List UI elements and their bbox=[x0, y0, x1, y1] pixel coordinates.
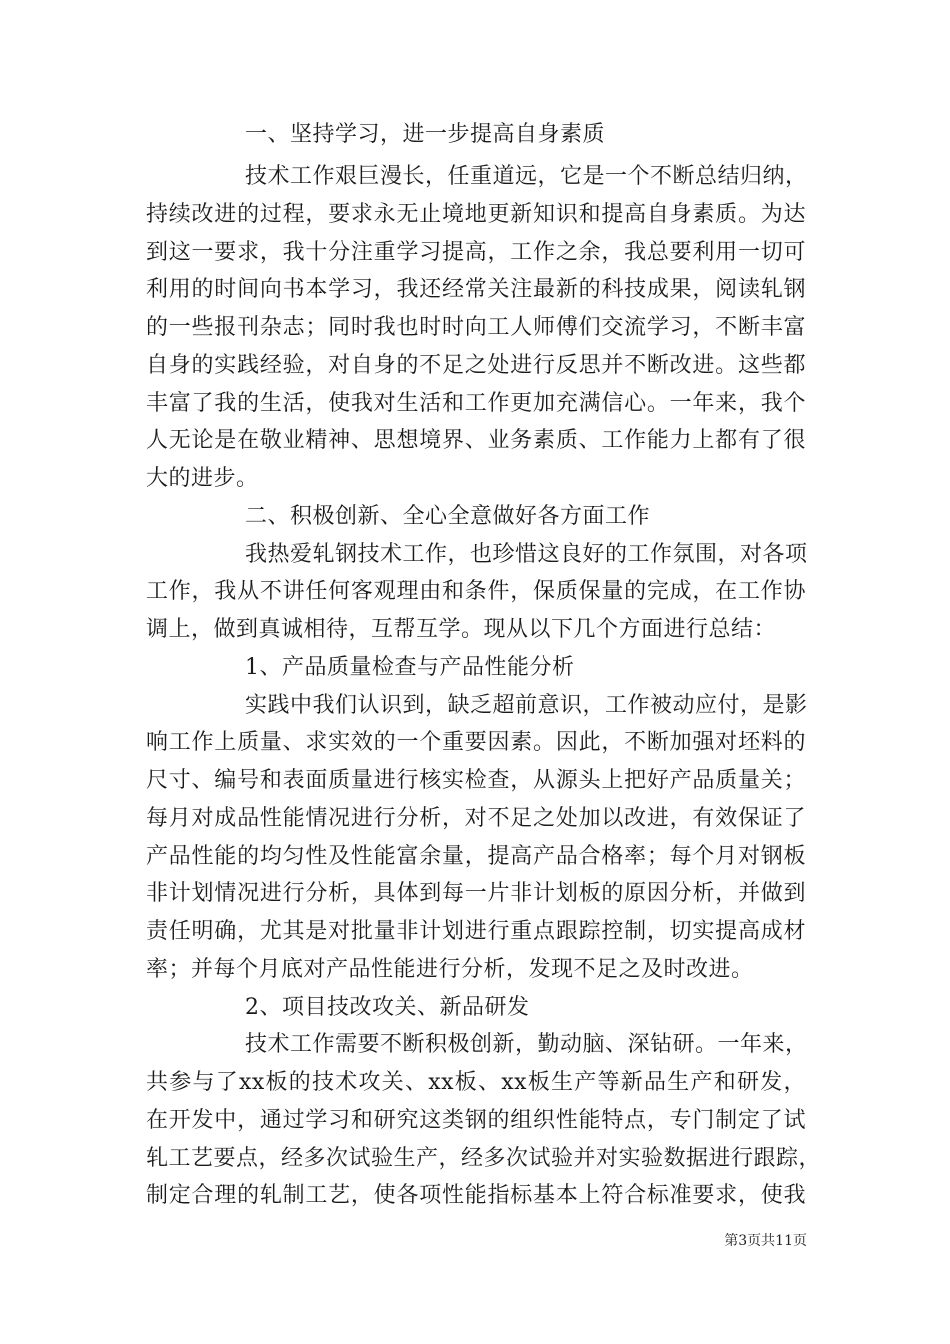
paragraph-line: 责任明确，尤其是对批量非计划进行重点跟踪控制，切实提高成材 bbox=[146, 919, 806, 944]
subsection-heading-2: 2、项目技改攻关、新品研发 bbox=[245, 995, 530, 1020]
paragraph-line: 每月对成品性能情况进行分析，对不足之处加以改进，有效保证了 bbox=[146, 806, 806, 831]
paragraph-line: 非计划情况进行分析，具体到每一片非计划板的原因分析，并做到 bbox=[146, 881, 806, 906]
paragraph-line: 我热爱轧钢技术工作，也珍惜这良好的工作氛围，对各项 bbox=[245, 542, 808, 567]
paragraph-line: 自身的实践经验，对自身的不足之处进行反思并不断改进。这些都 bbox=[146, 353, 806, 378]
paragraph-line: 响工作上质量、求实效的一个重要因素。因此，不断加强对坯料的 bbox=[146, 730, 806, 755]
paragraph-line: 实践中我们认识到，缺乏超前意识，工作被动应付，是影 bbox=[245, 693, 808, 718]
paragraph-line: 大的进步。 bbox=[146, 466, 259, 491]
paragraph-line: 轧工艺要点，经多次试验生产，经多次试验并对实验数据进行跟踪， bbox=[146, 1146, 822, 1171]
paragraph-line: 利用的时间向书本学习，我还经常关注最新的科技成果，阅读轧钢 bbox=[146, 277, 806, 302]
paragraph-line: 丰富了我的生活，使我对生活和工作更加充满信心。一年来，我个 bbox=[146, 391, 806, 416]
paragraph-line: 技术工作需要不断积极创新，勤动脑、深钻研。一年来， bbox=[245, 1032, 808, 1057]
paragraph-line: 的一些报刊杂志；同时我也时时向工人师傅们交流学习，不断丰富 bbox=[146, 315, 806, 340]
paragraph-line: 工作，我从不讲任何客观理由和条件，保质保量的完成，在工作协 bbox=[146, 579, 806, 604]
paragraph-line: 在开发中，通过学习和研究这类钢的组织性能特点，专门制定了试 bbox=[146, 1108, 806, 1133]
subsection-heading-1: 1、产品质量检查与产品性能分析 bbox=[245, 655, 575, 680]
section-heading-1: 一、坚持学习，进一步提高自身素质 bbox=[245, 122, 606, 147]
paragraph-line: 技术工作艰巨漫长，任重道远，它是一个不断总结归纳， bbox=[245, 164, 808, 189]
paragraph-line: 产品性能的均匀性及性能富余量，提高产品合格率；每个月对钢板 bbox=[146, 844, 806, 869]
paragraph-line: 人无论是在敬业精神、思想境界、业务素质、工作能力上都有了很 bbox=[146, 428, 806, 453]
paragraph-line: 调上，做到真诚相待，互帮互学。现从以下几个方面进行总结： bbox=[146, 617, 777, 642]
paragraph-line: 制定合理的轧制工艺，使各项性能指标基本上符合标准要求，使我 bbox=[146, 1183, 806, 1208]
paragraph-line: 尺寸、编号和表面质量进行核实检查，从源头上把好产品质量关； bbox=[146, 768, 806, 793]
paragraph-line: 到这一要求，我十分注重学习提高，工作之余，我总要利用一切可 bbox=[146, 240, 806, 265]
paragraph-line: 持续改进的过程，要求永无止境地更新知识和提高自身素质。为达 bbox=[146, 202, 806, 227]
paragraph-line: 率；并每个月底对产品性能进行分析，发现不足之及时改进。 bbox=[146, 957, 754, 982]
paragraph-line: 共参与了xx板的技术攻关、xx板、xx板生产等新品生产和研发， bbox=[146, 1070, 806, 1095]
section-heading-2: 二、积极创新、全心全意做好各方面工作 bbox=[245, 504, 651, 529]
page-number: 第3页共11页 bbox=[724, 1233, 807, 1249]
